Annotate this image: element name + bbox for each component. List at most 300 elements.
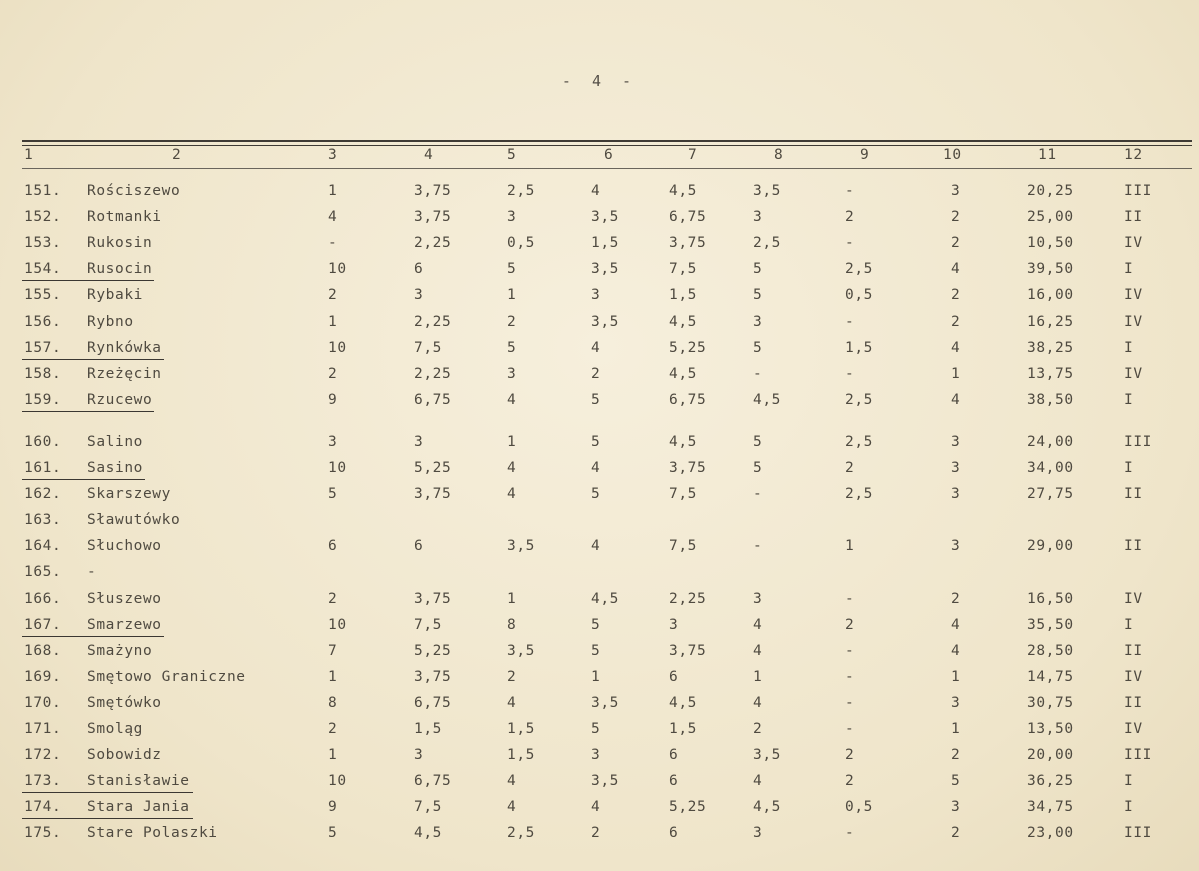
col-12-class: II: [1124, 694, 1143, 711]
col-4: 3: [414, 747, 424, 764]
col-6: 5: [591, 433, 601, 450]
col-8: -: [753, 365, 763, 382]
col-12-class: II: [1124, 538, 1143, 555]
col-4: 2,25: [414, 235, 452, 252]
column-header: 8: [774, 147, 784, 163]
col-12-class: III: [1124, 433, 1152, 450]
col-4: 7,5: [414, 616, 442, 633]
place-name: Smarzewo: [87, 616, 162, 633]
col-9: -: [845, 590, 855, 607]
column-header: 4: [424, 147, 434, 163]
col-5: 1: [507, 433, 517, 450]
row-number: 155.: [24, 287, 62, 304]
place-name: Rynkówka: [87, 339, 162, 356]
table-row: [0, 690, 1199, 716]
col-11-total: 29,00: [1027, 538, 1074, 555]
col-9: 2,5: [845, 433, 873, 450]
col-8: 3: [753, 313, 763, 330]
col-4: 3,75: [414, 668, 452, 685]
col-9: 2: [845, 209, 855, 226]
table-row: [0, 230, 1199, 256]
column-header: 1: [24, 147, 34, 163]
table-row: [0, 335, 1199, 361]
col-5: 1: [507, 287, 517, 304]
col-11-total: 39,50: [1027, 261, 1074, 278]
row-number: 171.: [24, 721, 62, 737]
col-8: 3: [753, 209, 763, 226]
col-5: 2,5: [507, 183, 535, 199]
col-12-class: IV: [1124, 668, 1143, 685]
col-3: 1: [328, 313, 338, 330]
col-10: 2: [951, 590, 961, 607]
col-7: 4,5: [669, 183, 697, 199]
place-name: Rościszewo: [87, 183, 181, 199]
table-row: [0, 768, 1199, 794]
col-4: 2,25: [414, 365, 452, 382]
col-7: 2,25: [669, 590, 707, 607]
col-7: 7,5: [669, 538, 697, 555]
col-4: 7,5: [414, 339, 442, 356]
table-row: [0, 455, 1199, 481]
col-9: -: [845, 694, 855, 711]
row-number: 154.: [24, 261, 62, 278]
place-name: Słuszewo: [87, 590, 162, 607]
col-11-total: 16,50: [1027, 590, 1074, 607]
table-row: [0, 794, 1199, 820]
col-5: 2: [507, 313, 517, 330]
col-9: -: [845, 642, 855, 659]
col-10: 3: [951, 538, 961, 555]
col-4: 3,75: [414, 486, 452, 503]
place-name: Stare Polaszki: [87, 825, 218, 842]
row-underline: [22, 359, 164, 360]
col-10: 3: [951, 799, 961, 816]
col-7: 5,25: [669, 339, 707, 356]
row-number: 167.: [24, 616, 62, 633]
place-name: Skarszewy: [87, 486, 171, 503]
col-6: 4: [591, 538, 601, 555]
col-3: 10: [328, 261, 347, 278]
table-row: [0, 586, 1199, 612]
row-number: 153.: [24, 235, 62, 252]
col-4: 5,25: [414, 642, 452, 659]
column-header-row: [0, 142, 1199, 168]
col-5: 1,5: [507, 721, 535, 737]
row-number: 160.: [24, 433, 62, 450]
row-number: 170.: [24, 694, 62, 711]
col-3: 5: [328, 486, 338, 503]
col-7: 6: [669, 668, 679, 685]
col-8: 4,5: [753, 799, 781, 816]
place-name: Rybaki: [87, 287, 143, 304]
col-7: 4,5: [669, 433, 697, 450]
col-8: -: [753, 486, 763, 503]
col-8: 1: [753, 668, 763, 685]
col-7: 6,75: [669, 209, 707, 226]
row-number: 162.: [24, 486, 62, 503]
col-3: 10: [328, 773, 347, 790]
col-9: -: [845, 313, 855, 330]
col-6: 4: [591, 339, 601, 356]
row-underline: [22, 818, 193, 819]
table-row: [0, 742, 1199, 768]
column-header: 5: [507, 147, 517, 163]
col-7: 6,75: [669, 391, 707, 408]
col-12-class: III: [1124, 747, 1152, 764]
col-3: 2: [328, 590, 338, 607]
col-11-total: 16,25: [1027, 313, 1074, 330]
col-5: 4: [507, 460, 517, 476]
table-row: [0, 178, 1199, 204]
col-9: 2,5: [845, 391, 873, 408]
col-12-class: I: [1124, 391, 1134, 408]
col-9: 2,5: [845, 486, 873, 503]
col-5: 4: [507, 799, 517, 816]
col-9: 0,5: [845, 799, 873, 816]
row-number: 168.: [24, 642, 62, 659]
col-5: 2: [507, 668, 517, 685]
col-10: 4: [951, 642, 961, 659]
col-4: 5,25: [414, 460, 452, 476]
col-3: 4: [328, 209, 338, 226]
col-10: 4: [951, 616, 961, 633]
col-11-total: 14,75: [1027, 668, 1074, 685]
table-row: [0, 481, 1199, 507]
table-row: [0, 429, 1199, 455]
col-7: 7,5: [669, 486, 697, 503]
col-4: 6,75: [414, 773, 452, 790]
col-5: 5: [507, 339, 517, 356]
place-name: Sobowidz: [87, 747, 162, 764]
col-6: 5: [591, 642, 601, 659]
col-4: 3: [414, 287, 424, 304]
col-5: 3,5: [507, 642, 535, 659]
place-name: Smoląg: [87, 721, 143, 737]
col-6: 3,5: [591, 694, 619, 711]
col-3: 5: [328, 825, 338, 842]
table-row: [0, 716, 1199, 742]
col-7: 1,5: [669, 287, 697, 304]
col-11-total: 13,50: [1027, 721, 1074, 737]
col-8: 5: [753, 433, 763, 450]
table-row: [0, 256, 1199, 282]
row-number: 172.: [24, 747, 62, 764]
place-name: Sławutówko: [87, 512, 181, 529]
col-11-total: 16,00: [1027, 287, 1074, 304]
col-6: 3,5: [591, 313, 619, 330]
table-row: [0, 664, 1199, 690]
col-5: 8: [507, 616, 517, 633]
col-11-total: 20,00: [1027, 747, 1074, 764]
col-11-total: 10,50: [1027, 235, 1074, 252]
place-name: Smętówko: [87, 694, 162, 711]
col-8: 2: [753, 721, 763, 737]
col-12-class: IV: [1124, 287, 1143, 304]
col-6: 1,5: [591, 235, 619, 252]
col-6: 4: [591, 460, 601, 476]
col-4: 6: [414, 538, 424, 555]
col-12-class: II: [1124, 209, 1143, 226]
table-row: [0, 533, 1199, 559]
col-4: 3,75: [414, 590, 452, 607]
col-5: 3: [507, 209, 517, 226]
col-10: 2: [951, 747, 961, 764]
place-name: Stanisławie: [87, 773, 190, 790]
col-7: 4,5: [669, 313, 697, 330]
col-10: 3: [951, 460, 961, 476]
col-3: -: [328, 235, 338, 252]
col-3: 6: [328, 538, 338, 555]
col-12-class: III: [1124, 183, 1152, 199]
col-8: 3,5: [753, 183, 781, 199]
col-4: 3: [414, 433, 424, 450]
col-9: 0,5: [845, 287, 873, 304]
col-9: 2: [845, 773, 855, 790]
col-6: 5: [591, 721, 601, 737]
col-4: 3,75: [414, 209, 452, 226]
col-11-total: 23,00: [1027, 825, 1074, 842]
col-9: 2: [845, 460, 855, 476]
col-8: 4: [753, 773, 763, 790]
row-underline: [22, 792, 193, 793]
col-5: 3: [507, 365, 517, 382]
col-10: 2: [951, 287, 961, 304]
col-10: 4: [951, 261, 961, 278]
col-3: 7: [328, 642, 338, 659]
col-5: 5: [507, 261, 517, 278]
col-4: 2,25: [414, 313, 452, 330]
page-number: - 4 -: [561, 72, 638, 90]
col-3: 10: [328, 616, 347, 633]
row-number: 173.: [24, 773, 62, 790]
col-9: 2,5: [845, 261, 873, 278]
col-10: 2: [951, 209, 961, 226]
col-12-class: IV: [1124, 313, 1143, 330]
row-number: 151.: [24, 183, 62, 199]
place-name: Smętowo Graniczne: [87, 668, 246, 685]
col-10: 3: [951, 694, 961, 711]
col-5: 4: [507, 694, 517, 711]
col-7: 3,75: [669, 642, 707, 659]
col-3: 9: [328, 799, 338, 816]
table-row: [0, 387, 1199, 413]
col-9: 1,5: [845, 339, 873, 356]
col-5: 1,5: [507, 747, 535, 764]
col-12-class: I: [1124, 616, 1134, 633]
col-12-class: I: [1124, 261, 1134, 278]
col-10: 4: [951, 391, 961, 408]
col-5: 3,5: [507, 538, 535, 555]
place-name: Rybno: [87, 313, 134, 330]
col-12-class: I: [1124, 460, 1134, 476]
col-10: 3: [951, 486, 961, 503]
table-row: [0, 282, 1199, 308]
col-3: 9: [328, 391, 338, 408]
table-row: [0, 612, 1199, 638]
col-6: 1: [591, 668, 601, 685]
col-10: 1: [951, 721, 961, 737]
place-name: Rusocin: [87, 261, 153, 278]
table-row: [0, 820, 1199, 846]
row-number: 163.: [24, 512, 62, 529]
col-12-class: I: [1124, 773, 1134, 790]
row-number: 152.: [24, 209, 62, 226]
row-number: 157.: [24, 339, 62, 356]
col-9: 2: [845, 747, 855, 764]
col-6: 4: [591, 799, 601, 816]
column-header: 11: [1038, 147, 1057, 163]
col-8: 3,5: [753, 747, 781, 764]
col-10: 4: [951, 339, 961, 356]
col-11-total: 30,75: [1027, 694, 1074, 711]
col-3: 10: [328, 339, 347, 356]
col-5: 4: [507, 391, 517, 408]
col-8: 3: [753, 590, 763, 607]
col-3: 3: [328, 433, 338, 450]
row-underline: [22, 411, 154, 412]
col-5: 4: [507, 773, 517, 790]
col-10: 3: [951, 433, 961, 450]
col-3: 2: [328, 287, 338, 304]
col-4: 3,75: [414, 183, 452, 199]
column-header: 12: [1124, 147, 1143, 163]
col-7: 6: [669, 825, 679, 842]
col-11-total: 13,75: [1027, 365, 1074, 382]
col-7: 4,5: [669, 365, 697, 382]
col-9: 2: [845, 616, 855, 633]
column-header: 6: [604, 147, 614, 163]
col-7: 6: [669, 773, 679, 790]
row-underline: [22, 479, 145, 480]
col-12-class: I: [1124, 339, 1134, 356]
place-name: -: [87, 564, 97, 581]
col-4: 6: [414, 261, 424, 278]
place-name: Stara Jania: [87, 799, 190, 816]
col-9: -: [845, 721, 855, 737]
col-6: 4: [591, 183, 601, 199]
place-name: Rzeżęcin: [87, 365, 162, 382]
col-3: 1: [328, 747, 338, 764]
col-11-total: 24,00: [1027, 433, 1074, 450]
table-row: [0, 361, 1199, 387]
column-header: 7: [688, 147, 698, 163]
col-6: 5: [591, 391, 601, 408]
col-8: 5: [753, 287, 763, 304]
row-number: 174.: [24, 799, 62, 816]
place-name: Rotmanki: [87, 209, 162, 226]
col-6: 3,5: [591, 773, 619, 790]
col-6: 3,5: [591, 261, 619, 278]
col-3: 1: [328, 183, 338, 199]
col-6: 4,5: [591, 590, 619, 607]
col-10: 1: [951, 365, 961, 382]
col-5: 4: [507, 486, 517, 503]
col-11-total: 38,50: [1027, 391, 1074, 408]
col-10: 1: [951, 668, 961, 685]
col-11-total: 38,25: [1027, 339, 1074, 356]
col-3: 1: [328, 668, 338, 685]
col-11-total: 36,25: [1027, 773, 1074, 790]
col-6: 2: [591, 825, 601, 842]
place-name: Smażyno: [87, 642, 153, 659]
col-7: 3,75: [669, 460, 707, 476]
place-name: Słuchowo: [87, 538, 162, 555]
col-10: 3: [951, 183, 961, 199]
column-header: 9: [860, 147, 870, 163]
table-row: [0, 204, 1199, 230]
col-6: 5: [591, 616, 601, 633]
col-11-total: 25,00: [1027, 209, 1074, 226]
table-row: [0, 309, 1199, 335]
col-12-class: II: [1124, 486, 1143, 503]
col-3: 2: [328, 365, 338, 382]
col-12-class: IV: [1124, 365, 1143, 382]
col-11-total: 35,50: [1027, 616, 1074, 633]
col-9: 1: [845, 538, 855, 555]
col-4: 7,5: [414, 799, 442, 816]
col-12-class: I: [1124, 799, 1134, 816]
place-name: Rzucewo: [87, 391, 153, 408]
col-11-total: 34,75: [1027, 799, 1074, 816]
col-7: 3,75: [669, 235, 707, 252]
row-underline: [22, 280, 154, 281]
col-5: 1: [507, 590, 517, 607]
row-number: 169.: [24, 668, 62, 685]
row-number: 156.: [24, 313, 62, 330]
col-11-total: 28,50: [1027, 642, 1074, 659]
row-number: 164.: [24, 538, 62, 555]
col-7: 5,25: [669, 799, 707, 816]
col-10: 2: [951, 825, 961, 842]
col-4: 1,5: [414, 721, 442, 737]
col-10: 2: [951, 235, 961, 252]
col-5: 0,5: [507, 235, 535, 252]
row-number: 175.: [24, 825, 62, 842]
col-12-class: II: [1124, 642, 1143, 659]
column-header: 10: [943, 147, 962, 163]
col-3: 2: [328, 721, 338, 737]
row-underline: [22, 636, 164, 637]
header-rule: [22, 168, 1192, 169]
col-10: 2: [951, 313, 961, 330]
col-9: -: [845, 365, 855, 382]
col-7: 1,5: [669, 721, 697, 737]
col-8: 4: [753, 642, 763, 659]
row-number: 159.: [24, 391, 62, 408]
row-number: 161.: [24, 460, 62, 476]
col-11-total: 34,00: [1027, 460, 1074, 476]
row-number: 165.: [24, 564, 62, 581]
place-name: Rukosin: [87, 235, 153, 252]
col-8: 4,5: [753, 391, 781, 408]
col-8: 5: [753, 261, 763, 278]
col-8: 5: [753, 339, 763, 356]
col-9: -: [845, 235, 855, 252]
place-name: Sasino: [87, 460, 143, 476]
col-9: -: [845, 183, 855, 199]
col-12-class: IV: [1124, 590, 1143, 607]
col-7: 4,5: [669, 694, 697, 711]
col-12-class: IV: [1124, 235, 1143, 252]
col-4: 4,5: [414, 825, 442, 842]
col-9: -: [845, 668, 855, 685]
col-7: 6: [669, 747, 679, 764]
table-row: [0, 559, 1199, 585]
col-8: 4: [753, 616, 763, 633]
col-12-class: IV: [1124, 721, 1143, 737]
col-3: 10: [328, 460, 347, 476]
col-8: 3: [753, 825, 763, 842]
